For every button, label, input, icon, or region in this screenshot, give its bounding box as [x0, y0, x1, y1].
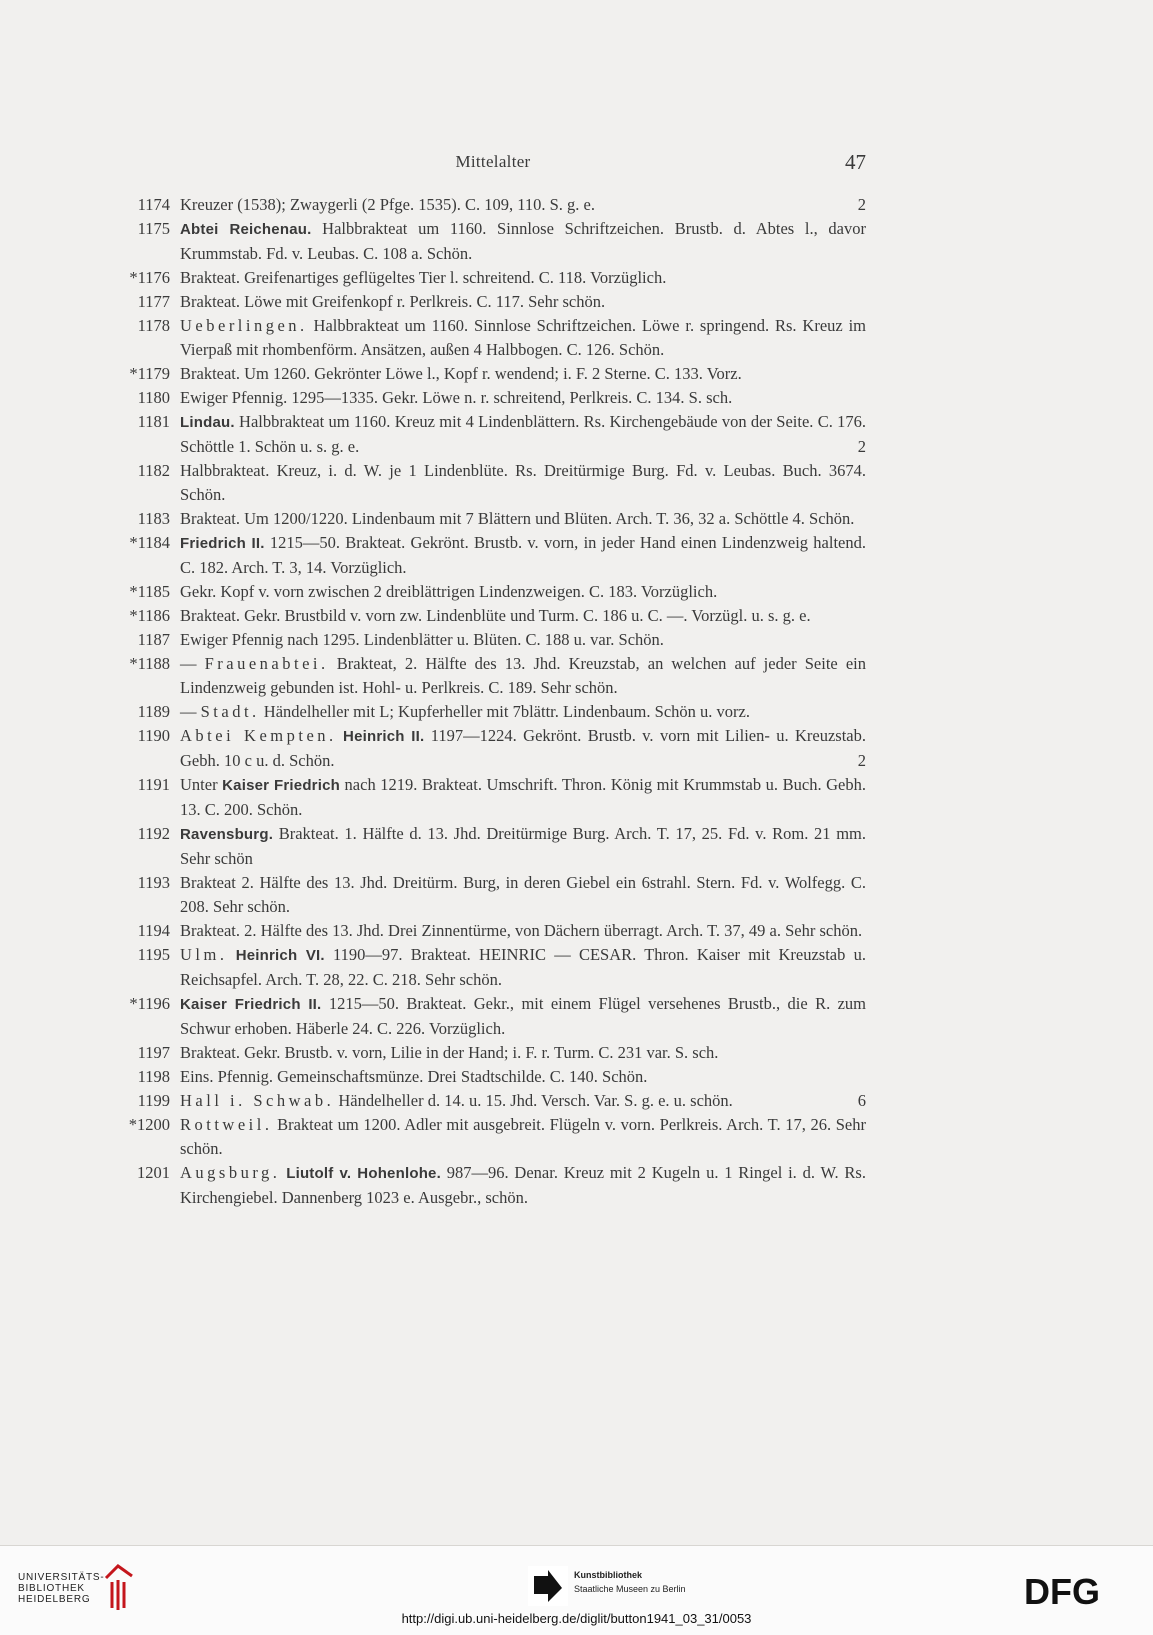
- entry-description: [180, 386, 866, 410]
- entry-number: 1198: [137, 1067, 170, 1086]
- entry-description: [180, 871, 866, 919]
- entry-place-name: Frauenabtei.: [204, 654, 329, 673]
- catalog-entry: [112, 1065, 872, 1089]
- entry-place-name: Abtei Kempten.: [180, 726, 337, 745]
- ub-heidelberg-logo-text[interactable]: [18, 1572, 105, 1605]
- catalog-entry: [112, 362, 872, 386]
- entry-text: Halbbrakteat um 1160. Sinnlose Schriftzeichen. Löwe r. springend. Rs. Kreuz im Vierpaß mit rhombenförm. Ansätzen, außen 4 Halbbogen. C. 126. Schön.: [180, 316, 866, 359]
- entry-text: Händelheller mit L; Kupferheller mit 7blättr. Lindenbaum. Schön u. vorz.: [259, 702, 750, 721]
- catalog-entry: [112, 217, 872, 266]
- entry-text: Händelheller d. 14. u. 15. Jhd. Versch. Var. S. g. e. u. schön.: [334, 1091, 733, 1110]
- entry-text: [227, 945, 235, 964]
- entry-text: Brakteat. Um 1260. Gekrönter Löwe l., Kopf r. wendend; i. F. 2 Sterne. C. 133. Vorz.: [180, 364, 742, 383]
- entry-place-name: Ueberlingen.: [180, 316, 308, 335]
- entry-place-name: Ulm.: [180, 945, 228, 964]
- entry-description: [180, 992, 866, 1041]
- entry-number: 1187: [137, 630, 170, 649]
- catalog-entry: [112, 724, 872, 773]
- catalog-entry: [112, 919, 872, 943]
- entry-number: *1185: [129, 582, 170, 601]
- entry-number: 1199: [137, 1091, 170, 1110]
- entry-description: [180, 507, 866, 531]
- entry-text: —: [180, 702, 201, 721]
- entry-description: [180, 1041, 866, 1065]
- catalog-entry: [112, 580, 872, 604]
- entry-description: [180, 217, 866, 266]
- catalog-entry: [112, 459, 872, 507]
- catalog-entry: [112, 290, 872, 314]
- entry-number: *1179: [129, 364, 170, 383]
- entry-price: 6: [857, 1091, 866, 1110]
- catalog-entry: [112, 700, 872, 724]
- catalog-entry: [112, 1089, 872, 1113]
- entry-description: [180, 531, 866, 580]
- entry-number: 1189: [137, 702, 170, 721]
- entry-text: Halbbrakteat um 1160. Kreuz mit 4 Lindenblättern. Rs. Kirchengebäude von der Seite. C. 176. Schöttle 1. Schön u. s. g. e.: [180, 412, 866, 456]
- entry-description: [180, 266, 866, 290]
- catalog-entry: [112, 507, 872, 531]
- entry-text: 1215—50. Brakteat. Gekrönt. Brustb. v. vorn, in jeder Hand einen Lindenzweig haltend. C. 182. Arch. T. 3, 14. Vorzüglich.: [180, 533, 866, 577]
- entry-number: 1195: [137, 945, 170, 964]
- entry-description: [180, 724, 866, 773]
- catalog-entry: [112, 386, 872, 410]
- kunstbibliothek-text: [574, 1568, 686, 1596]
- entry-number: 1183: [137, 509, 170, 528]
- entry-text: 1215—50. Brakteat. Gekr., mit einem Flügel versehenes Brustb., die R. zum Schwur erhoben. Häberle 24. C. 226. Vorzüglich.: [180, 994, 866, 1038]
- dfg-logo-text: DFG: [1024, 1576, 1100, 1606]
- entry-text: Halbbrakteat um 1160. Sinnlose Schriftzeichen. Brustb. d. Abtes l., davor Krummstab. Fd. v. Leubas. C. 108 a. Schön.: [180, 219, 866, 263]
- entry-price: 2: [857, 751, 866, 770]
- catalog-entry: [112, 871, 872, 919]
- entry-text: Brakteat. 2. Hälfte des 13. Jhd. Drei Zinnentürme, von Dächern überragt. Arch. T. 37, 49 a. Sehr schön.: [180, 921, 863, 940]
- catalog-entry: [112, 604, 872, 628]
- catalog-entry: [112, 266, 872, 290]
- entry-description: [180, 1113, 866, 1161]
- catalog-entry: [112, 992, 872, 1041]
- entry-number: 1190: [137, 726, 170, 745]
- entry-text: Brakteat 2. Hälfte des 13. Jhd. Dreitürm. Burg, in deren Giebel ein 6strahl. Stern. Fd. v. Wolfegg. C. 208. Sehr schön.: [180, 873, 866, 916]
- catalog-entry: [112, 193, 872, 217]
- entry-number: 1177: [137, 292, 170, 311]
- entry-description: [180, 410, 866, 459]
- entry-description: [180, 700, 866, 724]
- entry-text: Brakteat, 2. Hälfte des 13. Jhd. Kreuzstab, an welchen auf jeder Seite ein Lindenzweig gebunden ist. Hohl- u. Perlkreis. C. 189. Sehr schön.: [180, 654, 867, 697]
- entry-description: [180, 1089, 866, 1113]
- entry-text: Eins. Pfennig. Gemeinschaftsmünze. Drei Stadtschilde. C. 140. Schön.: [180, 1067, 648, 1086]
- ub-heidelberg-mark-icon[interactable]: [104, 1564, 134, 1612]
- entry-number: *1196: [129, 994, 170, 1013]
- entry-number: 1181: [137, 412, 170, 431]
- entry-number: *1188: [129, 654, 170, 673]
- catalog-entry: [112, 652, 872, 700]
- kb-subtitle: Staatliche Museen zu Berlin: [574, 1584, 686, 1594]
- entry-text: 1190—97. Brakteat. HEINRIC — CESAR. Thron. Kaiser mit Kreuzstab u. Reichsapfel. Arch. T. 28, 22. C. 218. Sehr schön.: [180, 945, 866, 989]
- entry-description: [180, 604, 866, 628]
- entry-number: 1180: [137, 388, 170, 407]
- entry-description: [180, 314, 866, 362]
- entry-number: 1191: [137, 775, 170, 794]
- catalog-entry: [112, 314, 872, 362]
- ub-line: HEIDELBERG: [18, 1594, 91, 1605]
- entry-description: [180, 943, 866, 992]
- entry-description: [180, 459, 866, 507]
- entry-description: [180, 580, 866, 604]
- entry-description: [180, 1161, 866, 1210]
- entry-number: 1174: [137, 195, 170, 214]
- entry-number: *1186: [129, 606, 170, 625]
- entry-heading: Abtei Reichenau.: [180, 221, 312, 238]
- dfg-logo-icon[interactable]: [1024, 1576, 1134, 1606]
- entry-text: 1197—1224. Gekrönt. Brustb. v. vorn mit Lilien- u. Kreuzstab. Gebh. 10 c u. d. Schön.: [180, 726, 866, 770]
- entry-place-name: Augsburg.: [180, 1163, 281, 1182]
- page-url[interactable]: http://digi.ub.uni-heidelberg.de/diglit/button1941_03_31/0053: [401, 1611, 752, 1626]
- entry-heading: Heinrich VI.: [235, 947, 325, 964]
- catalog-entry: [112, 822, 872, 871]
- entry-text: Gekr. Kopf v. vorn zwischen 2 dreiblättrigen Lindenzweigen. C. 183. Vorzüglich.: [180, 582, 718, 601]
- entry-text: Halbbrakteat. Kreuz, i. d. W. je 1 Lindenblüte. Rs. Dreitürmige Burg. Fd. v. Leubas. Buch. 3674. Schön.: [180, 461, 866, 504]
- catalog-entries: [112, 193, 872, 1210]
- entry-number: 1175: [137, 219, 170, 238]
- catalog-entry: [112, 1161, 872, 1210]
- entry-place-name: Stadt.: [200, 702, 260, 721]
- entry-price: 2: [857, 437, 866, 456]
- entry-description: [180, 362, 866, 386]
- entry-text: Brakteat. Greifenartiges geflügeltes Tier l. schreitend. C. 118. Vorzüglich.: [180, 268, 667, 287]
- page-header: [120, 152, 866, 176]
- entry-text: Kreuzer (1538); Zwaygerli (2 Pfge. 1535). C. 109, 110. S. g. e.: [180, 195, 596, 214]
- catalog-entry: [112, 410, 872, 459]
- entry-heading: Liutolf v. Hohenlohe.: [286, 1165, 441, 1182]
- entry-description: [180, 822, 866, 871]
- entry-text: Ewiger Pfennig. 1295—1335. Gekr. Löwe n. r. schreitend, Perlkreis. C. 134. S. sch.: [180, 388, 733, 407]
- kunstbibliothek-logo-icon[interactable]: [528, 1566, 568, 1606]
- entry-description: [180, 628, 866, 652]
- catalog-entry: [112, 628, 872, 652]
- entry-price: 2: [857, 195, 866, 214]
- entry-description: [180, 652, 866, 700]
- entry-text: Brakteat. Gekr. Brustbild v. vorn zw. Lindenblüte und Turm. C. 186 u. C. —. Vorzügl. u. s. g. e.: [180, 606, 811, 625]
- entry-heading: Kaiser Friedrich: [222, 777, 340, 794]
- entry-text: Brakteat. Um 1200/1220. Lindenbaum mit 7 Blättern und Blüten. Arch. T. 36, 32 a. Schöttle 4. Schön.: [180, 509, 855, 528]
- entry-number: 1178: [137, 316, 170, 335]
- entry-number: 1193: [137, 873, 170, 892]
- running-title: Mittelalter: [455, 152, 531, 171]
- entry-text: Brakteat um 1200. Adler mit ausgebreit. Flügeln v. vorn. Perlkreis. Arch. T. 17, 26. Sehr schön.: [180, 1115, 866, 1158]
- entry-number: 1201: [137, 1163, 170, 1182]
- entry-text: Unter: [180, 775, 223, 794]
- page-number: 47: [845, 150, 866, 174]
- entry-heading: Kaiser Friedrich II.: [180, 996, 322, 1013]
- entry-text: —: [180, 654, 205, 673]
- entry-description: [180, 773, 866, 822]
- catalog-entry: [112, 1041, 872, 1065]
- entry-text: 987—96. Denar. Kreuz mit 2 Kugeln u. 1 Ringel i. d. W. Rs. Kirchengiebel. Dannenberg 1023 e. Ausgebr., schön.: [180, 1163, 866, 1207]
- entry-number: 1197: [137, 1043, 170, 1062]
- entry-description: [180, 290, 866, 314]
- entry-place-name: Hall i. Schwab.: [180, 1091, 335, 1110]
- ub-line: BIBLIOTHEK: [18, 1583, 85, 1594]
- entry-number: *1176: [129, 268, 170, 287]
- entry-description: [180, 919, 866, 943]
- entry-heading: Lindau.: [180, 414, 235, 431]
- entry-text: Brakteat. Löwe mit Greifenkopf r. Perlkreis. C. 117. Sehr schön.: [180, 292, 606, 311]
- entry-number: *1184: [129, 533, 170, 552]
- entry-heading: Ravensburg.: [180, 826, 274, 843]
- entry-text: Brakteat. Gekr. Brustb. v. vorn, Lilie in der Hand; i. F. r. Turm. C. 231 var. S. sch.: [180, 1043, 719, 1062]
- entry-heading: Heinrich II.: [343, 728, 425, 745]
- entry-description: [180, 1065, 866, 1089]
- catalog-entry: [112, 943, 872, 992]
- entry-number: 1182: [137, 461, 170, 480]
- entry-place-name: Rottweil.: [180, 1115, 273, 1134]
- footer: [0, 1546, 1153, 1635]
- entry-text: nach 1219. Brakteat. Umschrift. Thron. König mit Krummstab u. Buch. Gebh. 13. C. 200. Schön.: [180, 775, 866, 819]
- ub-line: UNIVERSITÄTS-: [18, 1572, 105, 1583]
- catalog-entry: [112, 1113, 872, 1161]
- entry-number: 1194: [137, 921, 170, 940]
- entry-text: Brakteat. 1. Hälfte d. 13. Jhd. Dreitürmige Burg. Arch. T. 17, 25. Fd. v. Rom. 21 mm. Sehr schön: [180, 824, 866, 868]
- entry-number: 1192: [137, 824, 170, 843]
- entry-number: *1200: [128, 1115, 170, 1134]
- entry-description: [180, 193, 866, 217]
- catalog-entry: [112, 531, 872, 580]
- entry-text: Ewiger Pfennig nach 1295. Lindenblätter u. Blüten. C. 188 u. var. Schön.: [180, 630, 664, 649]
- catalog-entry: [112, 773, 872, 822]
- kb-title: Kunstbibliothek: [574, 1570, 642, 1580]
- entry-heading: Friedrich II.: [180, 535, 265, 552]
